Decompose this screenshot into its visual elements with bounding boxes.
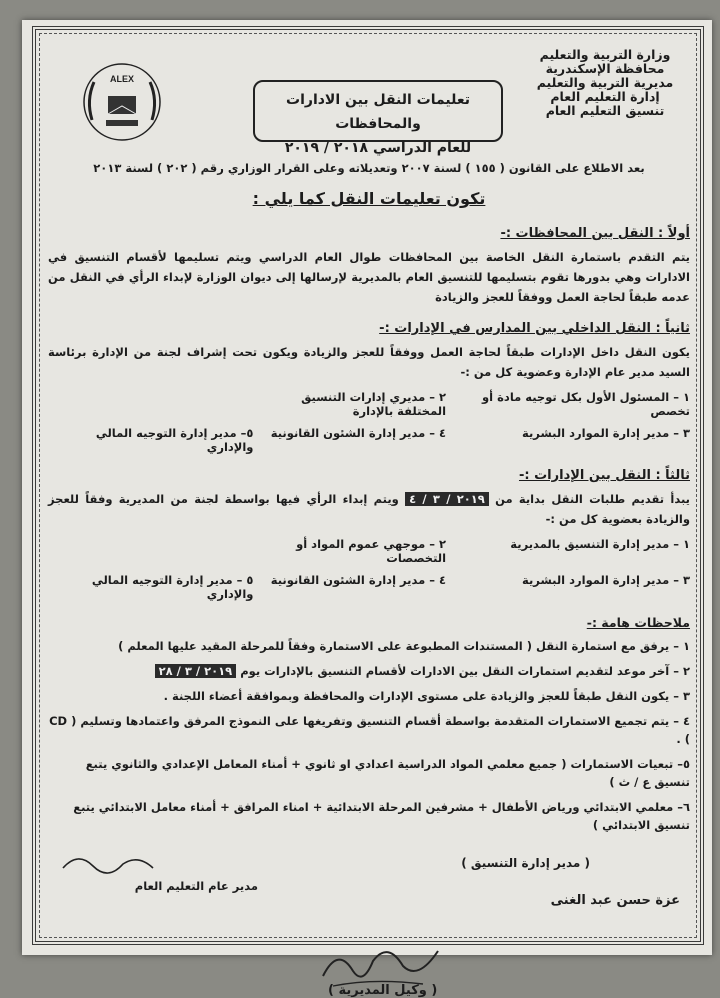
note-item	[48, 662, 690, 680]
section-paragraph: يكون النقل داخل الإدارات طبقاً لحاجة العمل ووفقاً للعجز والزيادة ويكون تحت إشراف لجنة من الإدارة برئاسة السيد مدير عام الإدارة وعضوية كل من :-	[48, 345, 690, 379]
section-title: ثانياً : النقل الداخلي بين المدارس في الإدارات :-	[379, 321, 690, 336]
note-item: ٥– تبعيات الاستمارات ( جميع معلمي المواد الدراسية اعدادي او ثانوي + أمناء المعامل الإعدادي والثانوي يتبع تنسيق ع / ث )	[85, 757, 690, 789]
section-title: أولاً : النقل بين المحافظات :-	[500, 226, 690, 241]
document-subtitle: للعام الدراسي ٢٠١٨ / ٢٠١٩	[284, 140, 472, 156]
member-item: ٥ – مدير إدارة التوجيه المالي والإداري	[91, 573, 254, 601]
notes-title: ملاحظات هامة :-	[586, 615, 690, 630]
member-item: ٤ – مدير إدارة الشئون القانونية	[270, 573, 447, 587]
member-item: ٢ – مديري إدارات التنسيق المختلفة بالإدارة	[301, 390, 447, 418]
start-date-highlight: ٢٠١٩ / ٣ / ٤	[405, 492, 489, 506]
handwritten-signature-icon	[58, 846, 258, 876]
ministry-line: وزارة التربية والتعليم	[539, 47, 671, 62]
member-item: ١ – مدير إدارة التنسيق بالمديرية	[510, 537, 690, 551]
main-heading: تكون تعليمات النقل كما يلي :	[252, 189, 486, 208]
member-item: ٣ – مدير إدارة الموارد البشرية	[522, 426, 690, 440]
note-item: ٦– معلمي الابتدائي ورياض الأطفال + مشرفين المرحلة الابتدائية + امناء المرافق + أمناء معامل الابتدائي يتبع تنسيق الابتدائي )	[73, 800, 690, 832]
ministry-line: مديرية التربية والتعليم	[536, 75, 674, 90]
coordination-manager-label: ( مدير إدارة التنسيق )	[461, 856, 590, 870]
note-item: ١ – يرفق مع استمارة النقل ( المستندات المطبوعة على الاستمارة وفقاً للمرحلة المقيد عليها المعلم )	[118, 639, 690, 653]
member-item: ٣ – مدير إدارة الموارد البشرية	[522, 573, 690, 587]
general-director-stamp	[48, 846, 258, 893]
member-item: ٥– مدير إدارة التوجيه المالي والإداري	[95, 426, 254, 454]
note-item: ٣ – يكون النقل طبقاً للعجز والزيادة على مستوى الإدارات والمحافظة وبموافقة أعضاء اللجنة .	[163, 689, 690, 703]
section-paragraph	[48, 489, 690, 529]
ministry-line: محافظة الإسكندرية	[545, 61, 665, 76]
deputy-label: ( وكيل المديرية )	[328, 983, 438, 998]
section-title: ثالثاً : النقل بين الإدارات :-	[518, 468, 690, 483]
note-text: ٢ – آخر موعد لتقديم استمارات النقل بين الادارات لأقسام التنسيق بالإدارات يوم	[240, 664, 690, 678]
ministry-line: تنسيق التعليم العام	[545, 103, 665, 118]
signature-area	[48, 838, 690, 998]
logo-text: ALEX	[109, 74, 135, 84]
section-text-after: ويتم إبداء الرأي فيها بواسطة لجنة من المديرية وفقاً للعجز والزيادة بعضوية كل من :-	[48, 492, 690, 526]
members-row	[48, 537, 690, 565]
members-row	[48, 573, 690, 601]
general-director-label: مدير عام التعليم العام	[134, 879, 258, 893]
member-item	[48, 537, 253, 565]
title-box	[253, 80, 503, 156]
members-row	[48, 426, 690, 454]
section-text-before: يبدأ تقديم طلبات النقل بداية من	[495, 492, 690, 506]
alex-logo-icon	[78, 60, 166, 144]
document-header	[48, 40, 690, 155]
document-page	[22, 20, 712, 998]
ministry-line: إدارة التعليم العام	[550, 89, 660, 104]
member-item: ٤ – مدير إدارة الشئون القانونية	[270, 426, 447, 440]
preface-text: بعد الاطلاع على القانون ( ١٥٥ ) لسنة ٢٠٠٧ وتعديلاته وعلى القرار الوزاري رقم ( ٢٠٢ ) لسنة ٢٠١٣	[93, 161, 645, 175]
document-content	[48, 40, 690, 998]
member-item	[48, 390, 253, 418]
coordination-manager-name: عزة حسن عبد الغنى	[550, 893, 680, 908]
section-paragraph: يتم التقدم باستمارة النقل الخاصة بين المحافظات طوال العام الدراسي ويتم تسليمها لأقسام التنسيق في الادارات وهي بدورها تقوم بتسليمها للتنسيق العام بالمديرية لإرسالها إلى ديوان الوزارة لإبداء الرأي في النقل من عدمه طبقاً لحاجة العمل ووفقاً للعجز والزيادة	[48, 250, 690, 304]
member-item: ١ – المسئول الأول بكل توجيه مادة أو تخصص	[482, 390, 690, 418]
member-item: ٢ – موجهي عموم المواد أو التخصصات	[296, 537, 447, 565]
deadline-date-highlight: ٢٠١٩ / ٣ / ٢٨	[155, 664, 237, 678]
members-row	[48, 390, 690, 418]
document-title: تعليمات النقل بين الادارات والمحافظات	[286, 92, 470, 132]
ministry-block	[520, 48, 690, 118]
note-item: ٤ – يتم تجميع الاستمارات المتقدمة بواسطة أقسام التنسيق وتفريغها على النموذج المرفق واعتمادها وتسليم ( CD ) .	[49, 714, 690, 746]
